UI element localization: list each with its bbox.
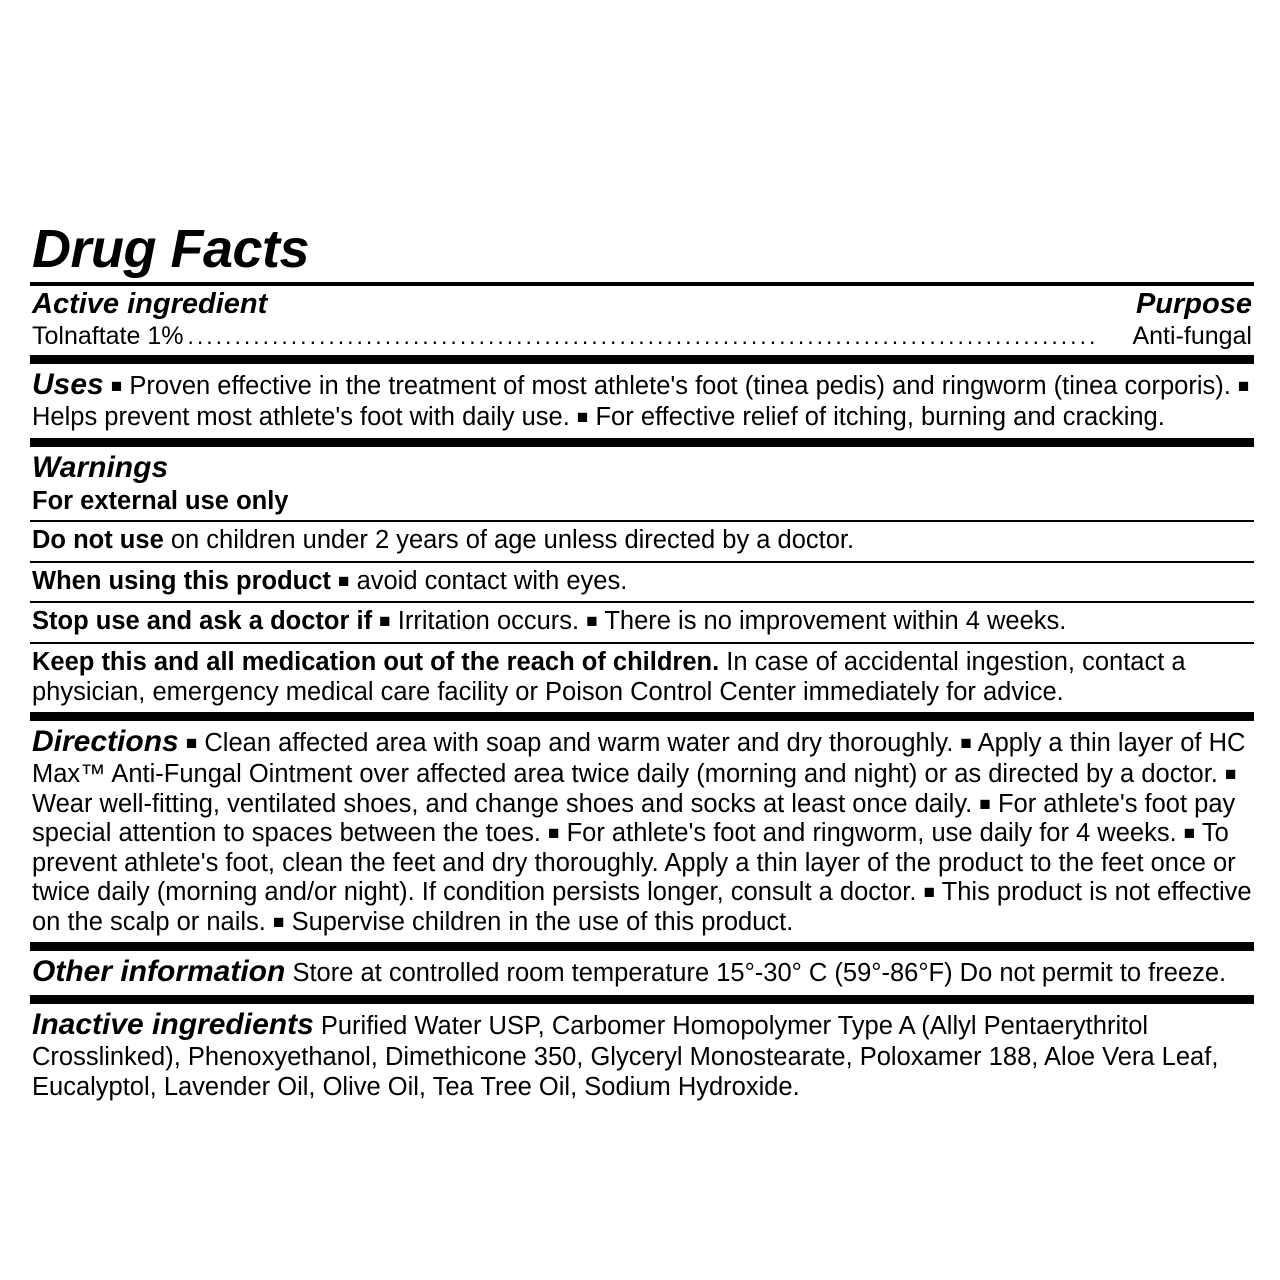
directions-item-1: Apply a thin layer of HC Max™ Anti-Fungal Ointment over affected area twice daily (morning and night) or as directed by a doctor. xyxy=(32,729,1246,788)
uses-section xyxy=(30,364,1254,437)
uses-item-1: Helps prevent most athlete's foot with daily use. xyxy=(32,403,570,432)
bullet-icon: ■ xyxy=(185,733,198,755)
other-information-heading: Other information xyxy=(32,955,286,989)
directions-item-6: This product is not effective on the scalp or nails. xyxy=(32,878,1252,936)
active-ingredient-row xyxy=(30,321,1254,355)
when-using-item-0: avoid contact with eyes. xyxy=(356,566,628,595)
warning-do-not-use xyxy=(30,522,1254,561)
active-ingredient-header-row xyxy=(30,286,1254,321)
keep-out-of-reach-text: In case of accidental ingestion, contact a physician, emergency medical care facility or Poison Control Center immediately for advice. xyxy=(32,648,1186,706)
divider-before-directions xyxy=(30,712,1254,721)
bullet-icon: ■ xyxy=(1237,376,1250,398)
bullet-icon: ■ xyxy=(110,376,123,398)
drug-facts-panel xyxy=(30,219,1254,1107)
page-title: Drug Facts xyxy=(32,219,310,279)
bullet-icon: ■ xyxy=(379,611,391,633)
dot-leader: ................................................................................................. xyxy=(187,323,1099,350)
stop-use-lead: Stop use and ask a doctor if xyxy=(32,607,373,636)
warning-keep-out-of-reach xyxy=(30,644,1254,712)
directions-item-2: Wear well-fitting, ventilated shoes, and change shoes and socks at least once daily. xyxy=(32,789,973,818)
directions-heading: Directions xyxy=(32,725,179,759)
stop-use-item-1: There is no improvement within 4 weeks. xyxy=(604,607,1067,636)
do-not-use-text: on children under 2 years of age unless directed by a doctor. xyxy=(170,526,855,555)
bullet-icon: ■ xyxy=(1183,823,1196,845)
other-information-section xyxy=(30,951,1254,995)
directions-item-4: For athlete's foot and ringworm, use daily for 4 weeks. xyxy=(566,819,1177,848)
bullet-icon: ■ xyxy=(337,570,350,592)
uses-item-2: For effective relief of itching, burning and cracking. xyxy=(595,403,1165,432)
divider-before-uses xyxy=(30,355,1254,364)
bullet-icon: ■ xyxy=(548,823,560,845)
directions-item-5: To prevent athlete's foot, clean the feet and dry thoroughly. Apply a thin layer of the product to the feet once or twice daily (morning and/or night). If condition persists longer, consult a doctor. xyxy=(32,819,1236,907)
inactive-ingredients-heading: Inactive ingredients xyxy=(32,1008,314,1042)
stop-use-item-0: Irritation occurs. xyxy=(397,607,580,636)
bullet-icon: ■ xyxy=(960,733,972,755)
other-information-text: Store at controlled room temperature 15°-30° C (59°-86°F) Do not permit to freeze. xyxy=(292,959,1227,988)
bullet-icon: ■ xyxy=(923,882,936,904)
active-ingredient-purpose: Anti-fungal xyxy=(1132,322,1252,351)
uses-item-0: Proven effective in the treatment of most athlete's foot (tinea pedis) and ringworm (tinea corporis). xyxy=(129,372,1231,401)
purpose-heading: Purpose xyxy=(1135,288,1252,320)
when-using-lead: When using this product xyxy=(32,566,331,595)
warning-stop-use xyxy=(30,603,1254,642)
warnings-heading: Warnings xyxy=(32,450,169,484)
warnings-external-use: For external use only xyxy=(32,486,289,515)
bullet-icon: ■ xyxy=(586,611,598,633)
uses-heading: Uses xyxy=(32,368,104,402)
directions-item-3: For athlete's foot pay special attention to spaces between the toes. xyxy=(32,789,1236,848)
inactive-ingredients-section xyxy=(30,1004,1254,1107)
bullet-icon: ■ xyxy=(272,911,285,933)
active-ingredient-heading: Active ingredient xyxy=(32,288,268,320)
warning-when-using xyxy=(30,563,1254,602)
do-not-use-lead: Do not use xyxy=(32,526,164,555)
divider-before-other-info xyxy=(30,942,1254,951)
directions-item-7: Supervise children in the use of this product. xyxy=(291,907,794,936)
divider-before-inactive xyxy=(30,995,1254,1004)
keep-out-of-reach-lead: Keep this and all medication out of the reach of children. xyxy=(32,648,720,677)
divider-before-warnings xyxy=(30,438,1254,447)
directions-section xyxy=(30,721,1254,942)
bullet-icon: ■ xyxy=(979,793,991,815)
bullet-icon: ■ xyxy=(576,407,589,429)
inactive-ingredients-text: Purified Water USP, Carbomer Homopolymer Type A (Allyl Pentaerythritol Crosslinked), Phenoxyethanol, Dimethicone 350, Glyceryl Monostearate, Poloxamer 188, Aloe Vera Leaf, Eucalyptol, Lavender Oil, Olive Oil, Tea Tree Oil, Sodium Hydroxide. xyxy=(32,1012,1219,1101)
bullet-icon: ■ xyxy=(1224,764,1237,785)
active-ingredient-name: Tolnaftate 1% xyxy=(32,322,184,351)
directions-item-0: Clean affected area with soap and warm water and dry thoroughly. xyxy=(204,729,954,758)
